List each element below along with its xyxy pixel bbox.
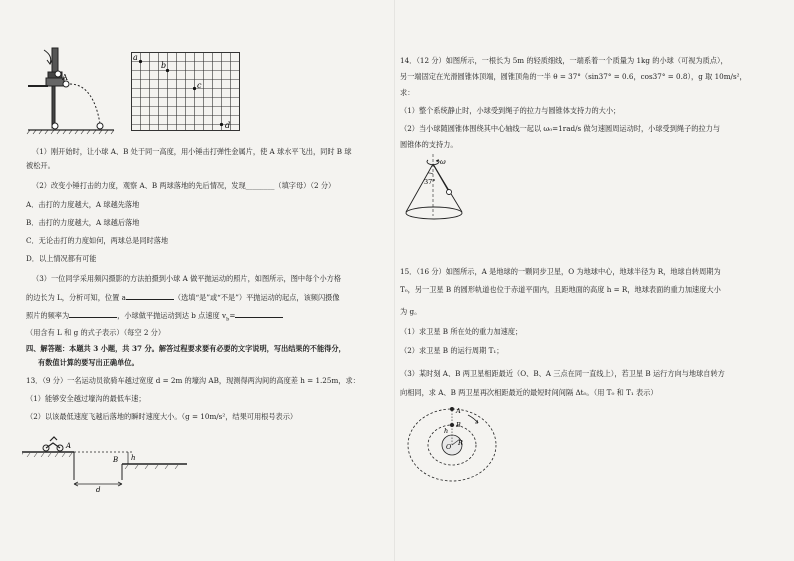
q12-option-d: D．以上情况都有可能 — [26, 254, 97, 263]
satellite-b-dot — [450, 423, 454, 427]
satellite-a-dot — [450, 407, 454, 411]
q14-stem-line1: 14．（12 分）如图所示，一根长为 5m 的轻质细线，一端系着一个质量为 1kg 的小球（可视为质点）， — [400, 56, 728, 65]
grid-point-b — [166, 69, 169, 72]
grid-point-c — [193, 87, 196, 90]
q12-part3-prefix: 的边长为 L，分析可知，位置 a — [26, 293, 126, 302]
q15-stem-line3: 为 g。 — [400, 307, 422, 316]
orbit-label-r: R — [458, 439, 463, 447]
trench-figure — [22, 432, 192, 492]
trench-label-a: A — [66, 442, 72, 450]
q15-part1: （1）求卫星 B 所在处的重力加速度； — [400, 327, 523, 336]
answer-blank-velocity[interactable] — [235, 309, 283, 318]
section4-heading-line2: 有数值计算的要写出正确单位。 — [38, 358, 139, 367]
q12-option-a: A．击打的力度越大，A 球越先落地 — [26, 200, 140, 209]
velocity-equals: = — [229, 311, 236, 320]
q12-part3-note: （用含有 L 和 g 的式子表示）（每空 2 分） — [26, 328, 166, 337]
cone-angle-label: 37° — [424, 178, 436, 186]
velocity-subscript: b — [226, 316, 230, 323]
q14-part1: （1）整个系统静止时，小球受到绳子的拉力与圆锥体支持力的大小； — [400, 106, 621, 115]
trench-label-d: d — [96, 486, 101, 492]
strobe-grid-figure — [131, 52, 243, 136]
answer-blank-frequency[interactable] — [69, 309, 117, 318]
q12-part3-suffix: （选填“是”或“不是”）平抛运动的起点，该频闪摄像 — [173, 293, 340, 302]
q14-part2-line2: 圆锥体的支持力。 — [400, 140, 458, 149]
orbit-figure — [404, 405, 504, 485]
q15-stem-line1: 15．（16 分）如图所示，A 是地球的一颗同步卫星，O 为地球中心，地球半径为 R，地球自转周期为 — [400, 267, 721, 276]
cone-figure — [400, 152, 470, 224]
grid-label-b: b — [161, 61, 167, 70]
grid-label-a: a — [133, 53, 138, 62]
section4-heading-line1: 四、解答题：本题共 3 小题，共 37 分。解答过程要求要有必要的文字说明，写出结果的不能得分， — [26, 344, 346, 353]
orbit-label-h: h — [444, 427, 449, 435]
q12-option-b: B．击打的力度越大，A 球越后落地 — [26, 218, 140, 227]
q12-part3-line3 — [26, 309, 283, 325]
q14-stem-line3: 求： — [400, 88, 415, 97]
q12-part1-line1: （1）刚开始时，让小球 A、B 处于同一高度，用小锤击打弹性金属片，使 A 球水平飞出，同时 B 球 — [32, 147, 352, 156]
answer-blank-a[interactable] — [126, 291, 174, 300]
trench-label-h: h — [131, 454, 136, 462]
q12-part3-line1: （3）一位同学采用频闪摄影的方法拍摄到小球 A 做平抛运动的照片，如图所示，图中每个小方格 — [32, 274, 342, 283]
frequency-prefix: 照片的频率为 — [26, 311, 70, 320]
orbit-label-b: B — [456, 421, 461, 429]
q14-stem-line2: 另一端固定在光滑圆锥体顶端，圆锥顶角的一半 θ = 37°（sin37° = 0.6，cos37° = 0.8），g 取 10m/s²， — [400, 72, 747, 81]
q13-stem: 13．（9 分）一名运动员欲骑车越过宽度 d = 2m 的壕沟 AB，现测得两沟间的高度差 h = 1.25m，求： — [26, 376, 360, 385]
q15-stem-line2: T₀，另一卫星 B 的圆形轨道也位于赤道平面内，且距地面的高度 h = R，地球表面的重力加速度大小 — [400, 285, 721, 294]
grid-label-c: c — [197, 81, 202, 90]
orbit-label-a: A — [456, 407, 461, 415]
q14-part2-line1: （2）当小球随圆锥体围绕其中心轴线一起以 ω₀=1rad/s 做匀速圆周运动时，小球受到绳子的拉力与 — [400, 124, 721, 133]
grid-point-d — [220, 123, 223, 126]
q15-part3-line2: 向相同，求 A、B 两卫星再次相距最近的最短时间间隔 Δt₀。（用 T₀ 和 T₁ 表示） — [400, 388, 658, 397]
q12-part2: （2）改变小锤打击的力度，观察 A、B 两球落地的先后情况，发现________（填字母）（2 分） — [32, 181, 336, 190]
page-fold — [394, 0, 395, 561]
trench-label-b: B — [113, 456, 119, 464]
q13-part1: （1）能够安全越过壕沟的最低车速； — [26, 394, 146, 403]
launcher-label-a: A — [62, 73, 68, 82]
orbit-label-o: O — [446, 443, 452, 451]
velocity-prefix: ，小球做平抛运动到达 b 点速度 v — [117, 311, 227, 320]
q13-part2: （2）以该最低速度飞越后落地的瞬时速度大小。（g = 10m/s²，结果可用根号表示） — [26, 412, 298, 421]
launcher-figure — [26, 44, 116, 139]
q12-part1-line2: 被松开。 — [26, 161, 55, 170]
q12-option-c: C．无论击打的力度如何，两球总是同时落地 — [26, 236, 169, 245]
grid-label-d: d — [225, 121, 231, 130]
grid-point-a — [139, 60, 142, 63]
q15-part2: （2）求卫星 B 的运行周期 T₁； — [400, 346, 504, 355]
q12-part3-line2 — [26, 291, 340, 303]
q15-part3-line1: （3）某时刻 A、B 两卫星相距最近（O、B、A 三点在同一直线上），若卫星 B 运行方向与地球自转方 — [400, 369, 725, 378]
cone-omega-label: ω — [440, 158, 446, 166]
